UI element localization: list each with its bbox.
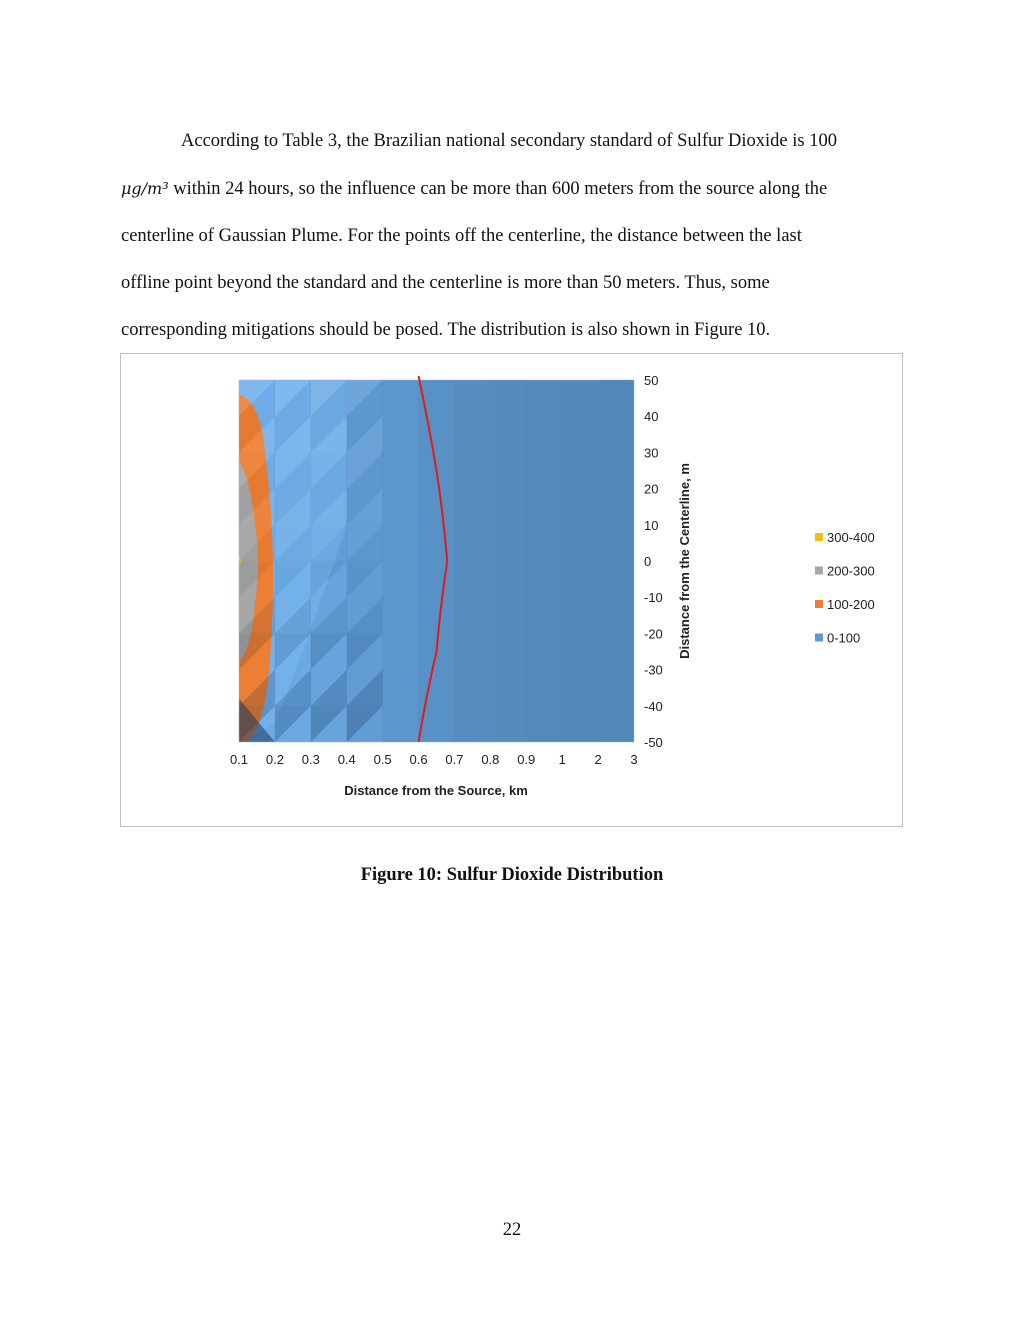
x-tick-label: 0.9 [517, 752, 536, 767]
legend-swatch [815, 634, 823, 642]
x-tick-label: 0.7 [445, 752, 464, 767]
figure-caption: Figure 10: Sulfur Dioxide Distribution [360, 865, 664, 885]
x-tick-label: 2 [594, 752, 602, 767]
legend-label: 200-300 [827, 563, 875, 579]
x-tick-label: 0.1 [229, 752, 249, 767]
x-tick-label: 0.3 [301, 752, 320, 767]
chart-frame [120, 353, 903, 827]
legend-swatch [815, 567, 823, 575]
x-tick-label: 1 [558, 752, 566, 767]
y-tick-labels [644, 373, 663, 750]
y-tick-label: 30 [644, 445, 659, 461]
legend-swatch [815, 600, 823, 608]
x-axis-title: Distance from the Source, km [344, 783, 528, 798]
legend-swatch [815, 533, 823, 541]
x-tick-label: 0.8 [481, 752, 500, 767]
band-column [490, 380, 526, 742]
y-tick-label: 0 [644, 554, 652, 569]
legend-label: 0-100 [827, 630, 861, 646]
y-tick-label: -40 [644, 698, 663, 714]
body-line-2 [121, 165, 903, 213]
body-line-3: centerline of Gaussian Plume. For the points off the centerline, the distance between the last [121, 226, 802, 246]
body-line-1: According to Table 3, the Brazilian national secondary standard of Sulfur Dioxide is 100 [181, 131, 837, 151]
body-line-4: offline point beyond the standard and the centerline is more than 50 meters. Thus, some [121, 273, 770, 293]
legend-label: 300-400 [827, 530, 875, 545]
x-tick-label: 3 [630, 752, 638, 767]
y-tick-label: 50 [644, 373, 659, 388]
body-line-5: corresponding mitigations should be posed. The distribution is also shown in Figure 10. [121, 320, 771, 340]
y-tick-label: -20 [644, 626, 663, 642]
contour-chart [121, 354, 902, 826]
x-tick-label: 0.5 [373, 752, 392, 767]
legend-label: 100-200 [827, 597, 875, 612]
y-axis-title: Distance from the Centerline, m [677, 463, 692, 659]
band-column [454, 380, 490, 742]
x-tick-label: 0.4 [337, 752, 356, 767]
x-tick-label: 0.6 [409, 752, 428, 767]
y-tick-label: 20 [644, 481, 659, 497]
body-paragraph [121, 118, 903, 354]
y-tick-label: 40 [644, 409, 659, 425]
page-number: 22 [502, 1220, 522, 1240]
x-tick-labels [230, 752, 638, 767]
band-column [526, 380, 562, 742]
y-tick-label: -30 [644, 662, 663, 678]
band-column [562, 380, 598, 742]
body-line-2-text: within 24 hours, so the influence can be more than 600 meters from the source along the [168, 179, 828, 199]
x-tick-label: 0.2 [265, 752, 284, 767]
y-tick-label: -10 [644, 590, 663, 606]
y-tick-label: 10 [644, 517, 659, 533]
y-tick-label: -50 [644, 735, 663, 750]
legend [815, 530, 875, 646]
unit-math: μg/m³ [121, 179, 169, 198]
band-column [419, 380, 455, 742]
band-column [383, 380, 419, 742]
